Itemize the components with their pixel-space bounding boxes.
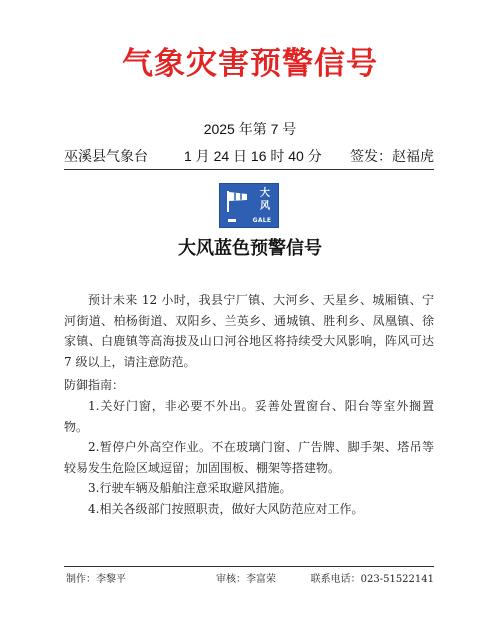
page-title: 气象灾害预警信号 [122,46,378,82]
signal-icon-char-2: 风 [260,201,270,212]
guidance-item: 4.相关各级部门按照职责，做好大风防范应对工作。 [88,501,364,516]
forecast-paragraph: 预计未来 12 小时，我县宁厂镇、大河乡、天星乡、城厢镇、宁河街道、柏杨街道、双阳乡、兰英乡、通城镇、胜利乡、凤凰镇、徐家镇、白鹿镇等高海拔及山口河谷地区将持续受大风影响，阵风可达 7 级以上，请注意防范。 [64,293,434,369]
signer: 签发：赵福虎 [350,148,434,164]
signal-title: 大风蓝色预警信号 [178,238,322,259]
guidance-title: 防御指南： [64,378,125,392]
footer-maker: 制作：李黎平 [66,574,126,585]
issuing-organization: 巫溪县气象台 [64,148,148,164]
signal-icon-char-1: 大 [260,188,270,199]
issued-time: 1 月 24 日 16 时 40 分 [184,148,322,164]
signal-icon-dash [228,219,236,222]
header-divider [64,169,434,170]
issue-meta-row [64,146,434,166]
footer-divider [64,566,434,567]
footer-reviewer: 审核：李富荣 [216,574,276,585]
guidance-item: 1.关好门窗，非必要不外出。妥善处置窗台、阳台等室外搁置物。 [64,399,434,434]
guidance-item: 2.暂停户外高空作业。不在玻璃门窗、广告牌、脚手架、塔吊等较易发生危险区域逗留；加固围板、棚架等搭建物。 [64,440,434,475]
issue-number: 2025 年第 7 号 [203,121,297,137]
signal-icon-caption: GALE [252,217,272,224]
guidance-item: 3.行驶车辆及船舶注意采取避风措施。 [88,481,292,495]
footer-phone: 联系电话：023-51522141 [310,574,434,585]
footer [64,570,434,586]
guidance-list [64,396,434,519]
gale-blue-signal-icon [219,183,279,228]
windsock-icon [224,189,250,213]
